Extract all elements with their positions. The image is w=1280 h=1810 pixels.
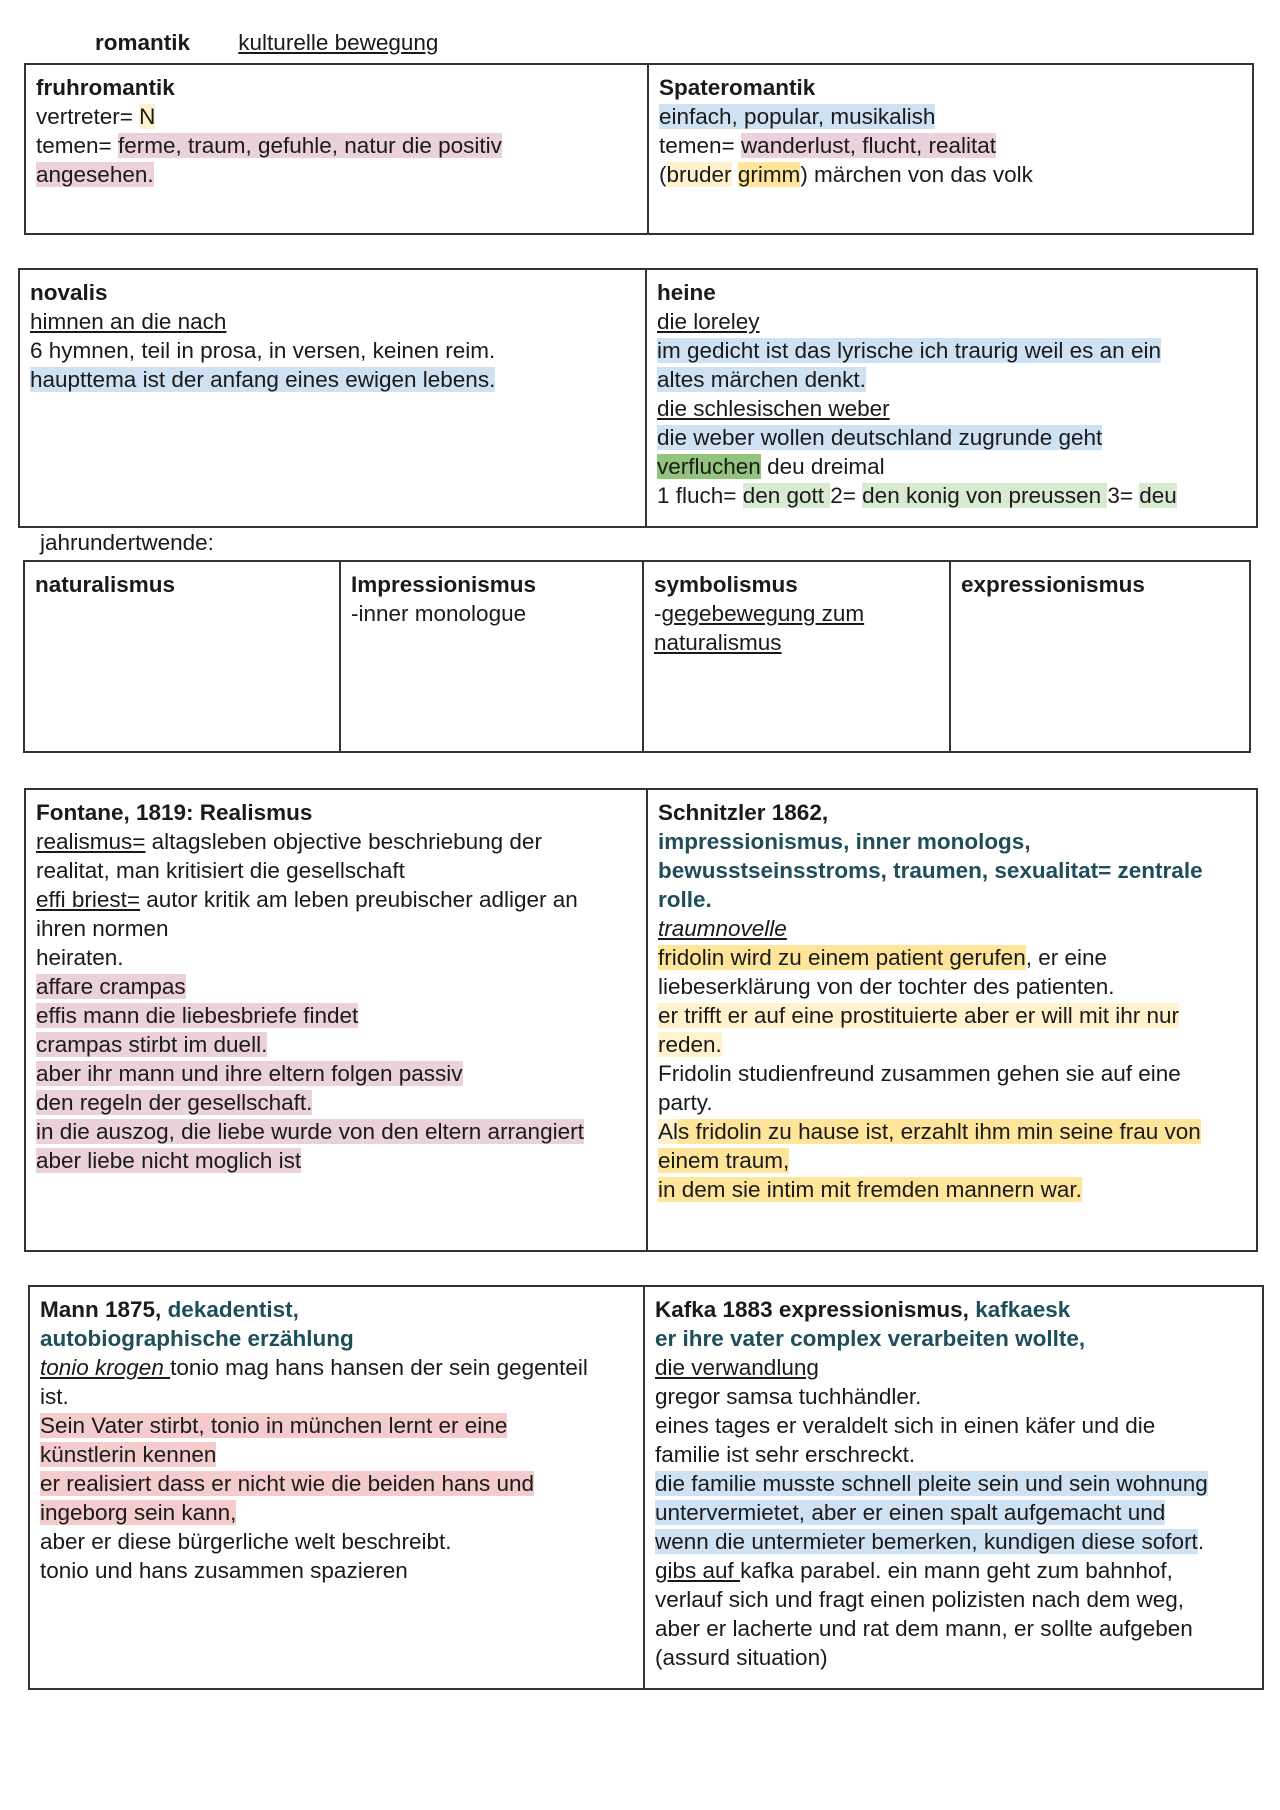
kafka-b3-dot: .	[1197, 1529, 1205, 1554]
fluch-2-value: den konig von preussen	[862, 483, 1108, 508]
kafka-b3: wenn die untermieter bemerken, kundigen diese sofort	[655, 1529, 1198, 1554]
schnitzler-g1b: s fridolin zu hause ist, erzahlt ihm min seine frau von	[678, 1119, 1201, 1144]
symbolismus-dash: -	[654, 601, 662, 626]
fontane-heading: Fontane, 1819: Realismus	[36, 800, 313, 825]
verwandlung-work: die verwandlung	[655, 1355, 819, 1380]
loreley-line1: im gedicht ist das lyrische ich traurig weil es an ein	[657, 338, 1161, 363]
fluch-2-label: 2=	[830, 483, 863, 508]
kafka-b1: die familie musste schnell pleite sein und sein wohnung	[655, 1471, 1208, 1496]
schnitzler-teal-2: bewusstseinsstroms, traumen, sexualitat= zentrale	[658, 858, 1203, 883]
novalis-cell	[20, 270, 645, 526]
spateromantik-temen-value: wanderlust, flucht, realitat	[740, 133, 997, 158]
weber-work: die schlesischen weber	[657, 396, 890, 421]
schnitzler-teal-3: rolle.	[658, 887, 712, 912]
schnitzler-teal-1: impressionismus, inner monologs,	[658, 829, 1031, 854]
vertreter-value: N	[139, 104, 156, 129]
kafka-teal-2: er ihre vater complex verarbeiten wollte,	[655, 1326, 1086, 1351]
realismus-text2: realitat, man kritisiert die gesellschaft	[36, 858, 405, 883]
temen-label: temen=	[36, 133, 118, 158]
naturalismus-heading: naturalismus	[35, 572, 176, 597]
vertreter-label: vertreter=	[36, 104, 140, 129]
fluch-1-value: den gott	[742, 483, 831, 508]
schnitzler-g3: in dem sie intim mit fremden mannern war.	[658, 1177, 1082, 1202]
mann-r2: künstlerin kennen	[40, 1442, 217, 1467]
jahrhundertwende-table	[23, 560, 1251, 753]
novalis-heine-table	[18, 268, 1258, 528]
heine-cell	[645, 270, 1256, 526]
novalis-line1: 6 hymnen, teil in prosa, in versen, keinen reim.	[30, 338, 496, 363]
traumnovelle-work: traumnovelle	[658, 916, 787, 941]
marchen-text: ) märchen von das volk	[800, 162, 1033, 187]
schnitzler-y1-rest: , er eine	[1025, 945, 1108, 970]
fluch-1-label: 1 fluch=	[657, 483, 743, 508]
heiraten-text: heiraten.	[36, 945, 124, 970]
temen-value-cont: angesehen.	[36, 162, 154, 187]
schnitzler-cell	[646, 790, 1256, 1250]
effi-text1: autor kritik am leben preubischer adliger an	[140, 887, 578, 912]
fruhromantik-cell	[26, 65, 647, 233]
document-subtitle: kulturelle bewegung	[238, 30, 439, 55]
heine-heading: heine	[657, 280, 716, 305]
loreley-line2: altes märchen denkt.	[657, 367, 866, 392]
realismus-label: realismus=	[36, 829, 146, 854]
mann-l5: aber er diese bürgerliche welt beschreibt.	[40, 1529, 452, 1554]
symbolismus-line2: naturalismus	[654, 630, 782, 655]
impressionismus-cell	[339, 562, 642, 751]
temen-value: ferme, traum, gefuhle, natur die positiv	[117, 133, 502, 158]
symbolismus-heading: symbolismus	[654, 572, 798, 597]
kafka-b2: untervermietet, aber er einen spalt aufgemacht und	[655, 1500, 1166, 1525]
spateromantik-cell	[647, 65, 1252, 233]
fontane-plot-4: aber ihr mann und ihre eltern folgen passiv	[36, 1061, 463, 1086]
expressionismus-cell	[949, 562, 1249, 751]
symbolismus-line1: gegebewegung zum	[661, 601, 865, 626]
fontane-plot-1: affare crampas	[36, 974, 186, 999]
impressionismus-heading: Impressionismus	[351, 572, 537, 597]
novalis-heading: novalis	[30, 280, 108, 305]
spateromantik-temen-label: temen=	[659, 133, 741, 158]
paren-open: (	[659, 162, 667, 187]
expressionismus-heading: expressionismus	[961, 572, 1145, 597]
fontane-schnitzler-table	[24, 788, 1258, 1252]
schnitzler-y1: fridolin wird zu einem patient gerufen	[658, 945, 1026, 970]
tonio-work: tonio krogen	[40, 1355, 171, 1380]
impressionismus-line1: -inner monologue	[351, 601, 527, 626]
novalis-line2: haupttema ist der anfang eines ewigen lebens.	[30, 367, 496, 392]
mann-teal-1: dekadentist,	[167, 1297, 299, 1322]
spateromantik-line1: einfach, popular, musikalish	[659, 104, 936, 129]
schnitzler-heading: Schnitzler 1862,	[658, 800, 829, 825]
gibs-auf-line1: kafka parabel. ein mann geht zum bahnhof,	[740, 1558, 1173, 1583]
kafka-heading: Kafka 1883 expressionismus,	[655, 1297, 976, 1322]
mann-r1: Sein Vater stirbt, tonio in münchen lernt er eine	[40, 1413, 508, 1438]
bruder-text: bruder	[666, 162, 732, 187]
mann-teal-2: autobiographische erzählung	[40, 1326, 354, 1351]
deu-dreimal-text: deu dreimal	[760, 454, 885, 479]
tonio-work-rest: tonio mag hans hansen der sein gegenteil	[170, 1355, 588, 1380]
mann-kafka-table	[28, 1285, 1264, 1690]
jahrhundertwende-label: jahrundertwende:	[40, 530, 214, 555]
mann-r3: er realisiert dass er nicht wie die beiden hans und	[40, 1471, 535, 1496]
schnitzler-g2: einem traum,	[658, 1148, 790, 1173]
verfluchen-text: verfluchen	[657, 454, 761, 479]
naturalismus-cell	[25, 562, 339, 751]
mann-r4: ingeborg sein kann,	[40, 1500, 237, 1525]
grimm-text: grimm	[737, 162, 801, 187]
schnitzler-y3: er trifft er auf eine prostituierte aber er will mit ihr nur	[658, 1003, 1180, 1028]
kafka-l3: familie ist sehr erschreckt.	[655, 1442, 916, 1467]
novalis-work: himnen an die nach	[30, 309, 227, 334]
mann-ist: ist.	[40, 1384, 69, 1409]
fontane-plot-2: effis mann die liebesbriefe findet	[36, 1003, 359, 1028]
weber-line1: die weber wollen deutschland zugrunde geht	[657, 425, 1103, 450]
gibs-auf-line3: aber er lacherte und rat dem mann, er sollte aufgeben	[655, 1616, 1193, 1641]
document-header	[95, 30, 438, 56]
schnitzler-l2: liebeserklärung von der tochter des patienten.	[658, 974, 1115, 999]
fontane-plot-7: aber liebe nicht moglich ist	[36, 1148, 302, 1173]
romantik-table	[24, 63, 1254, 235]
realismus-text1: altagsleben objective beschriebung der	[145, 829, 542, 854]
loreley-work: die loreley	[657, 309, 760, 334]
gibs-auf-line4: (assurd situation)	[655, 1645, 828, 1670]
kafka-teal-1: kafkaesk	[975, 1297, 1071, 1322]
schnitzler-l6: party.	[658, 1090, 713, 1115]
mann-heading: Mann 1875,	[40, 1297, 168, 1322]
kafka-cell	[643, 1287, 1262, 1688]
schnitzler-y4: reden.	[658, 1032, 722, 1057]
schnitzler-g1a: Al	[658, 1119, 679, 1144]
gibs-auf-line2: verlauf sich und fragt einen polizisten nach dem weg,	[655, 1587, 1185, 1612]
mann-cell	[30, 1287, 643, 1688]
effi-label: effi briest=	[36, 887, 141, 912]
fruhromantik-heading: fruhromantik	[36, 75, 175, 100]
fontane-plot-5: den regeln der gesellschaft.	[36, 1090, 313, 1115]
symbolismus-cell	[642, 562, 949, 751]
fluch-3-value: deu	[1139, 483, 1177, 508]
gibs-auf-work: gibs auf	[655, 1558, 741, 1583]
effi-text2: ihren normen	[36, 916, 169, 941]
fontane-plot-3: crampas stirbt im duell.	[36, 1032, 268, 1057]
spateromantik-heading: Spateromantik	[659, 75, 816, 100]
mann-l6: tonio und hans zusammen spazieren	[40, 1558, 408, 1583]
fontane-plot-6: in die auszog, die liebe wurde von den eltern arrangiert	[36, 1119, 584, 1144]
document-title: romantik	[95, 30, 191, 55]
kafka-l2: eines tages er veraldelt sich in einen käfer und die	[655, 1413, 1156, 1438]
schnitzler-l5: Fridolin studienfreund zusammen gehen sie auf eine	[658, 1061, 1181, 1086]
fontane-cell	[26, 790, 646, 1250]
kafka-l1: gregor samsa tuchhändler.	[655, 1384, 922, 1409]
fluch-3-label: 3=	[1107, 483, 1140, 508]
